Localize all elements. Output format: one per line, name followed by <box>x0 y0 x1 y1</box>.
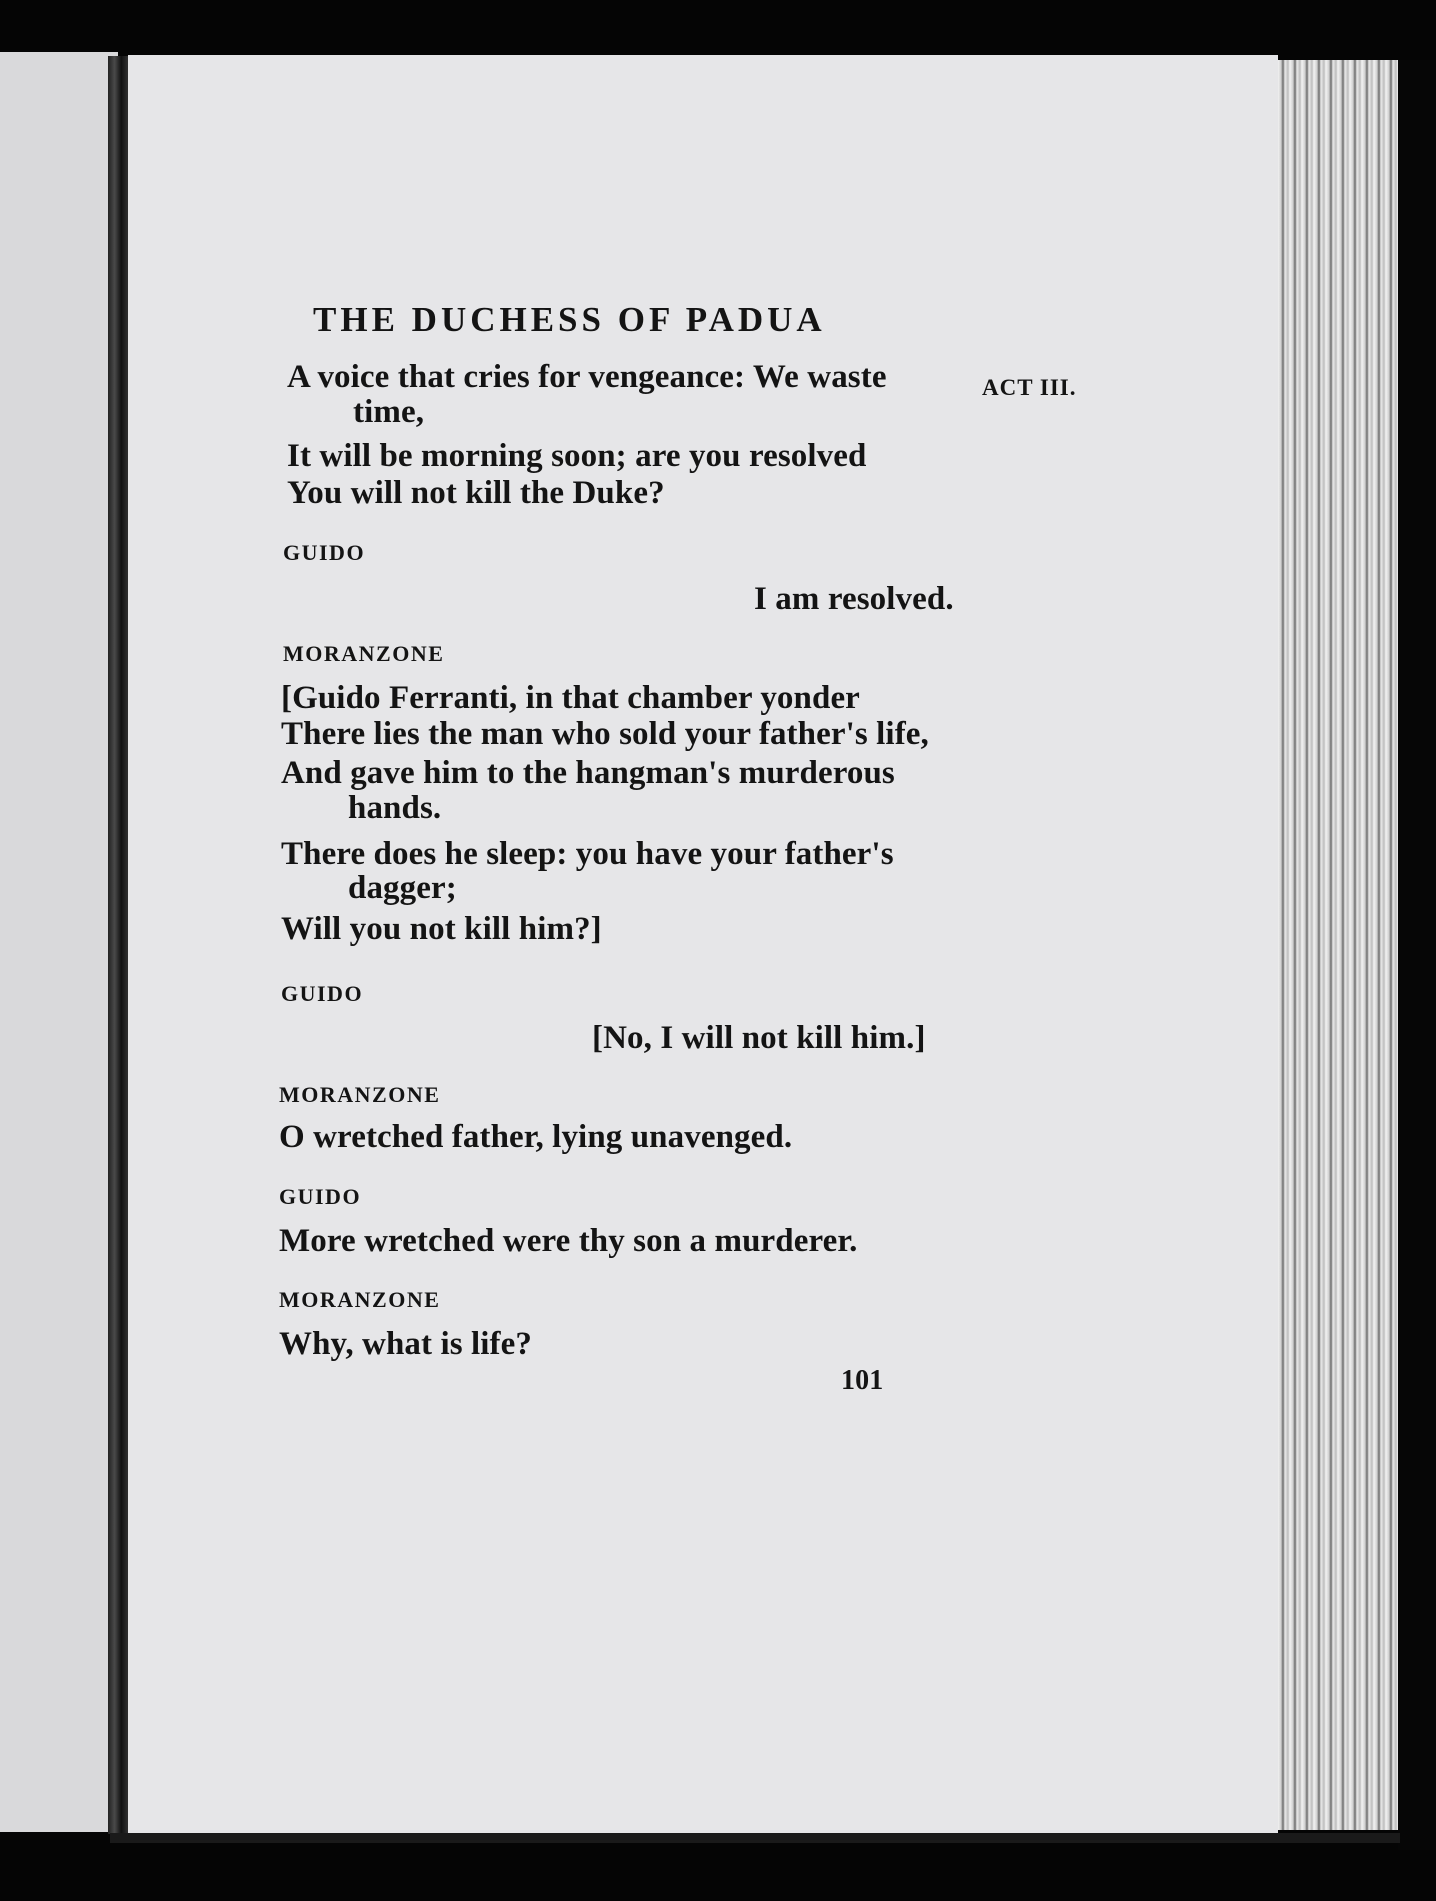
verse-line: More wretched were thy son a murderer. <box>279 1223 858 1259</box>
verse-line: There does he sleep: you have your father's <box>281 836 894 872</box>
speaker-name: GUIDO <box>281 981 364 1006</box>
verse-line: It will be morning soon; are you resolved <box>287 438 867 474</box>
verse-line: dagger; <box>348 870 457 906</box>
speaker-name: MORANZONE <box>279 1082 441 1107</box>
verse-line: Why, what is life? <box>279 1326 532 1362</box>
verse-line: hands. <box>348 790 442 826</box>
speaker-name: MORANZONE <box>279 1287 441 1312</box>
verse-line: There lies the man who sold your father's life, <box>281 716 929 752</box>
act-marker: ACT III. <box>982 375 1077 400</box>
verse-line: A voice that cries for vengeance: We waste <box>287 359 887 395</box>
verse-line: Will you not kill him?] <box>281 911 602 947</box>
speaker-name: GUIDO <box>279 1184 362 1209</box>
speaker-name: MORANZONE <box>283 641 445 666</box>
verse-line: And gave him to the hangman's murderous <box>281 755 895 791</box>
verse-line: [No, I will not kill him.] <box>592 1020 926 1056</box>
page-number: 101 <box>841 1365 884 1396</box>
running-title: THE DUCHESS OF PADUA <box>313 300 826 339</box>
verse-line: [Guido Ferranti, in that chamber yonder <box>281 680 860 716</box>
verse-line: time, <box>353 394 425 430</box>
verse-line: You will not kill the Duke? <box>287 475 665 511</box>
speaker-name: GUIDO <box>283 540 366 565</box>
verse-line: O wretched father, lying unavenged. <box>279 1119 793 1155</box>
verse-line: I am resolved. <box>754 581 954 617</box>
